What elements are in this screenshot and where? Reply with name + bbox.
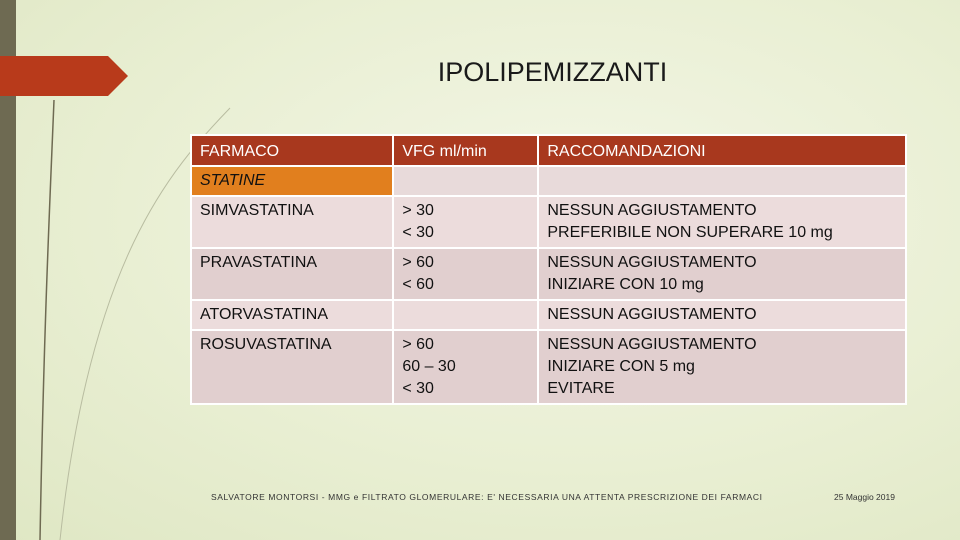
vfg-cell: [393, 196, 538, 248]
table-header-row: [191, 135, 906, 166]
table-row: [191, 248, 906, 300]
drug-name: PRAVASTATINA: [191, 248, 393, 300]
group-empty-cell: [393, 166, 538, 196]
header-vfg: VFG ml/min: [393, 135, 538, 166]
drug-name: ROSUVASTATINA: [191, 330, 393, 404]
recommendation-cell: [538, 248, 906, 300]
vfg-value: < 30: [402, 380, 434, 397]
recommendation-cell: [538, 330, 906, 404]
recommendation-line: NESSUN AGGIUSTAMENTO: [547, 306, 757, 323]
title-arrow-icon: [0, 56, 128, 96]
recommendation-line: NESSUN AGGIUSTAMENTO: [547, 336, 757, 353]
dosage-table: [190, 134, 907, 405]
vfg-value: > 60: [402, 254, 434, 271]
vfg-value: < 60: [402, 276, 434, 293]
recommendation-line: NESSUN AGGIUSTAMENTO: [547, 254, 757, 271]
drug-name: SIMVASTATINA: [191, 196, 393, 248]
vfg-value: > 60: [402, 336, 434, 353]
table-row: [191, 330, 906, 404]
vfg-value: < 30: [402, 224, 434, 241]
group-empty-cell: [538, 166, 906, 196]
drug-name: ATORVASTATINA: [191, 300, 393, 330]
header-raccomandazioni: RACCOMANDAZIONI: [538, 135, 906, 166]
footer-date: 25 Maggio 2019: [834, 492, 895, 502]
recommendation-line: PREFERIBILE NON SUPERARE 10 mg: [547, 224, 833, 241]
vfg-cell: [393, 300, 538, 330]
recommendation-line: INIZIARE CON 10 mg: [547, 276, 704, 293]
group-label-statine: STATINE: [191, 166, 393, 196]
slide-title: IPOLIPEMIZZANTI: [437, 57, 668, 87]
header-farmaco: FARMACO: [191, 135, 393, 166]
recommendation-line: EVITARE: [547, 380, 615, 397]
footer-text: SALVATORE MONTORSI - MMG e FILTRATO GLOMERULARE: E' NECESSARIA UNA ATTENTA PRESCRIZIONE DEI FARMACI: [211, 492, 763, 502]
recommendation-cell: [538, 196, 906, 248]
table-row: [191, 196, 906, 248]
recommendation-line: INIZIARE CON 5 mg: [547, 358, 695, 375]
recommendation-line: NESSUN AGGIUSTAMENTO: [547, 202, 757, 219]
vfg-cell: [393, 330, 538, 404]
vfg-value: > 30: [402, 202, 434, 219]
recommendation-cell: [538, 300, 906, 330]
vfg-cell: [393, 248, 538, 300]
table-group-row: [191, 166, 906, 196]
table-row: [191, 300, 906, 330]
vfg-value: 60 – 30: [402, 358, 456, 375]
